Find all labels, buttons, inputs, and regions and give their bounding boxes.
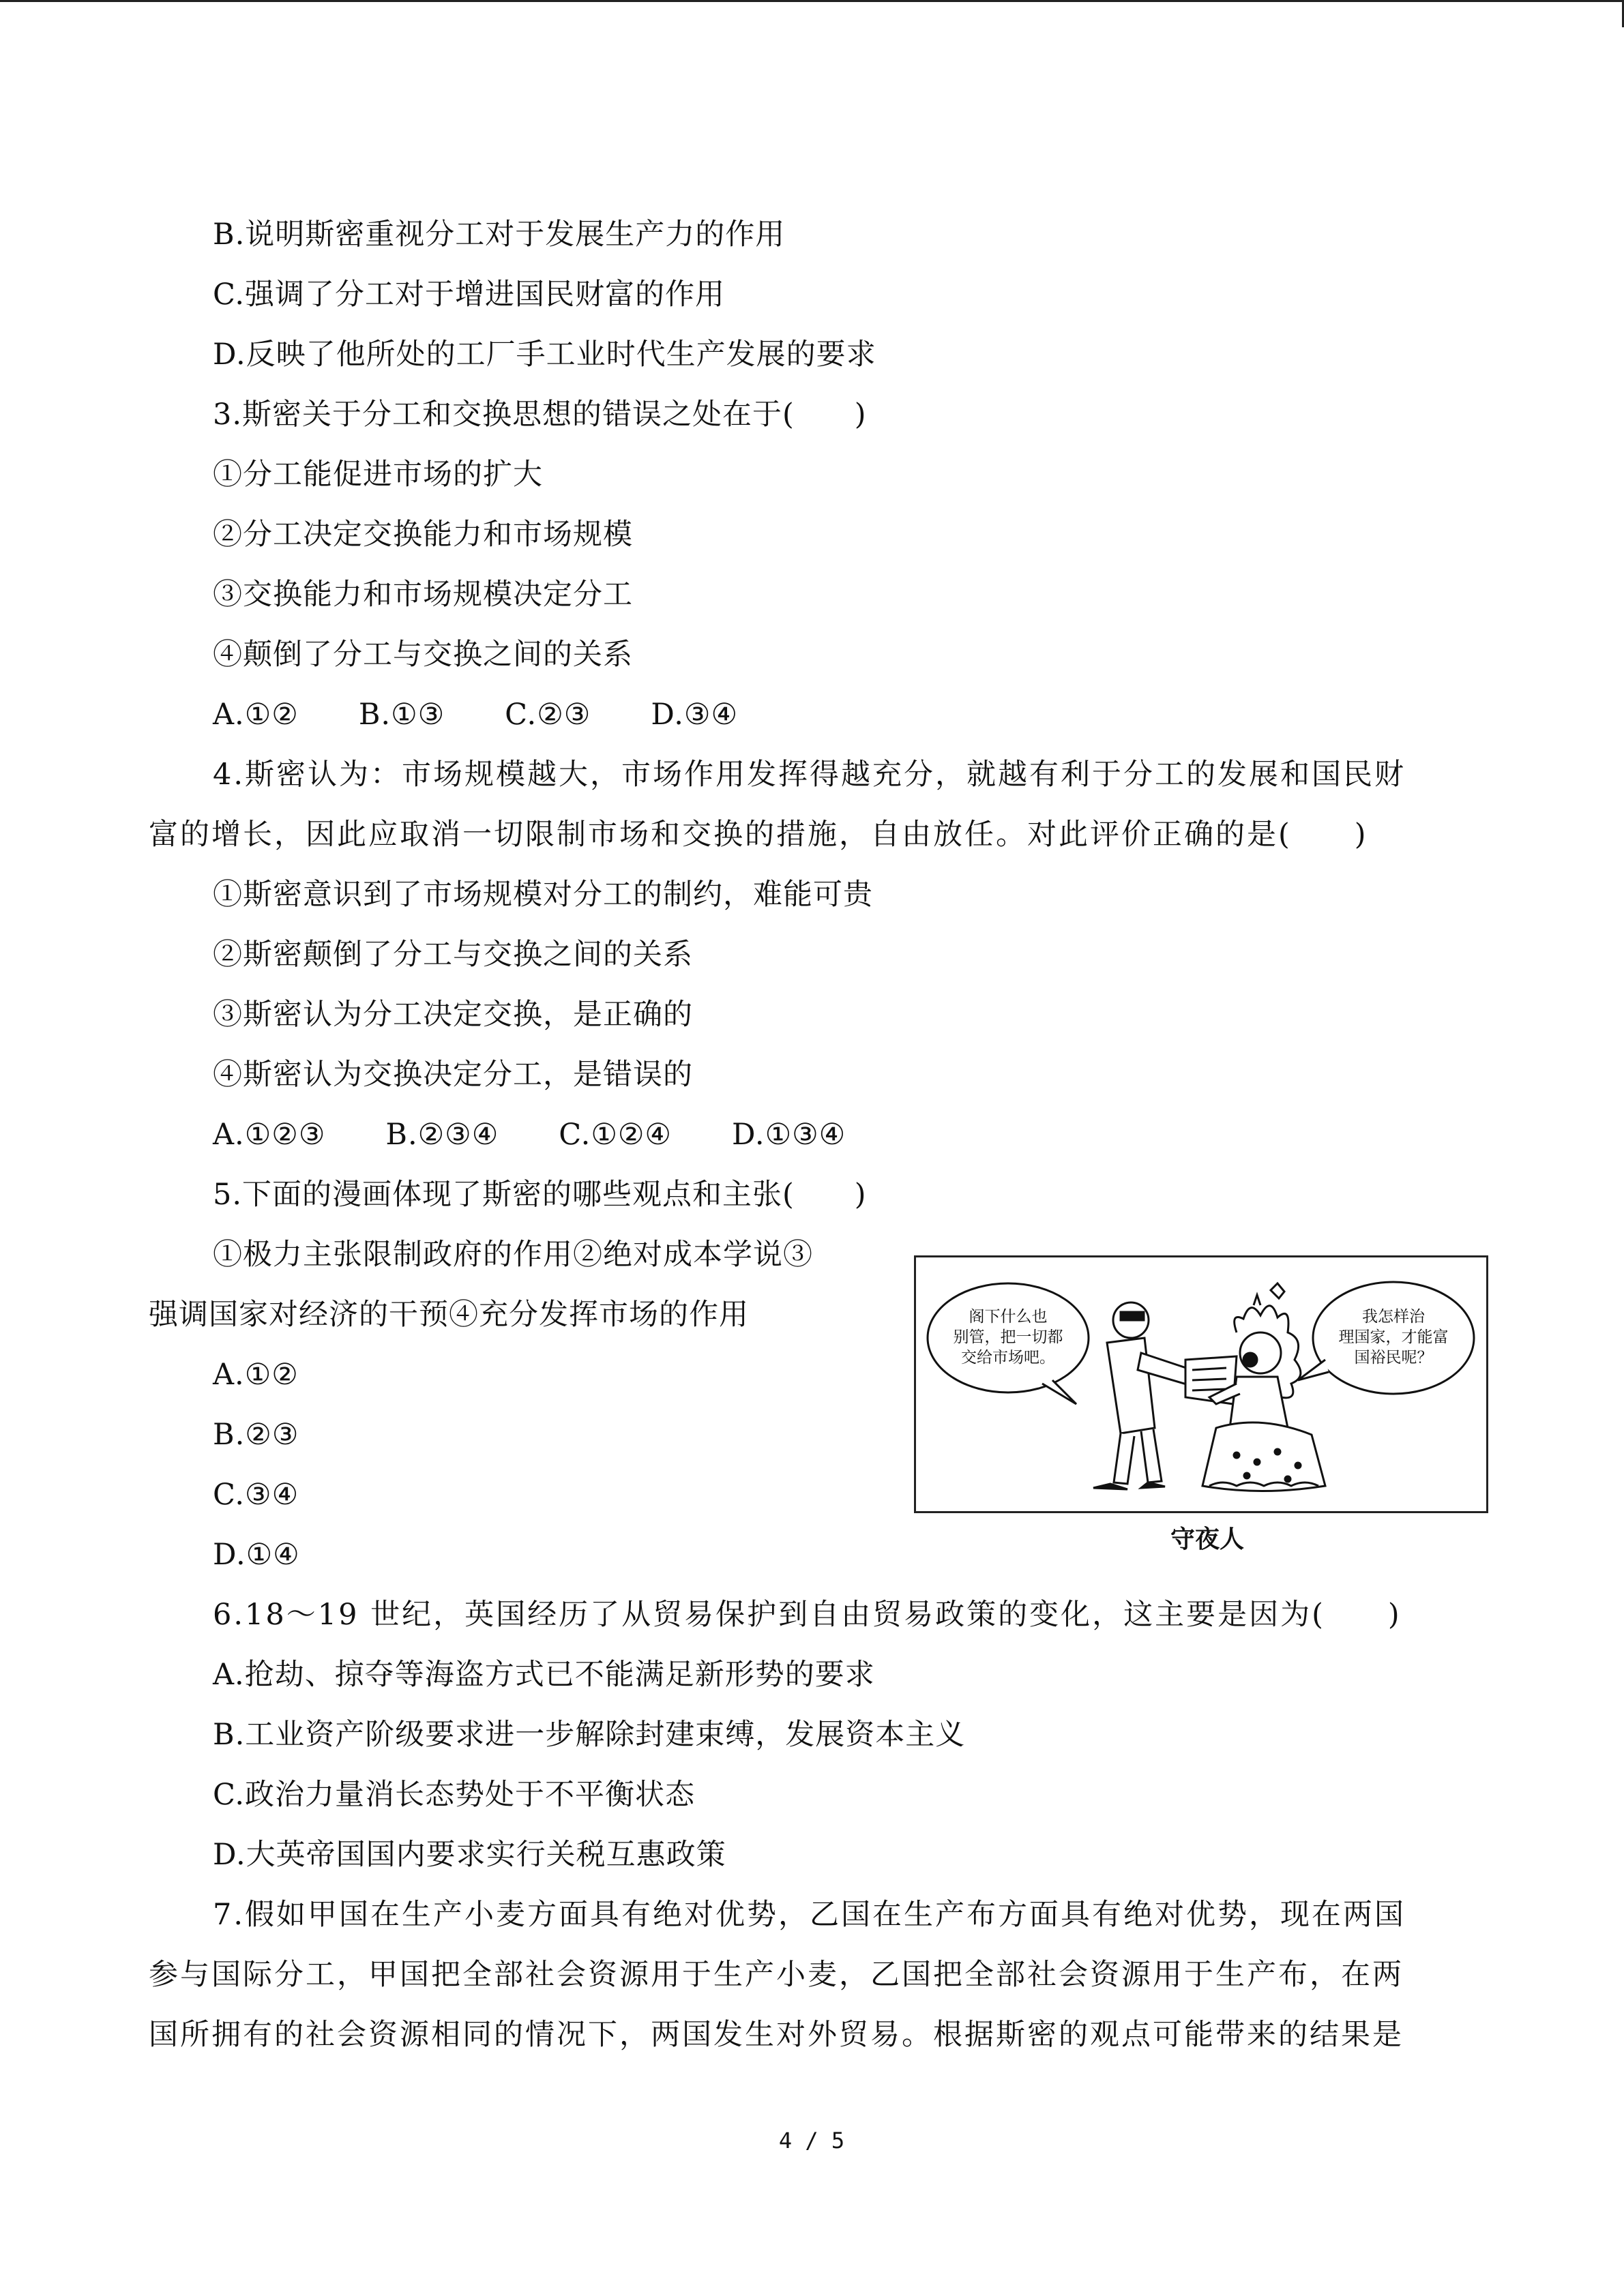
- bubble-line: 阁下什么也: [969, 1308, 1048, 1326]
- top-border-line: [0, 0, 1624, 2]
- left-bubble-text: [936, 1307, 1080, 1368]
- answer-option-b: B.②③: [213, 1418, 299, 1452]
- statement-line: ①斯密意识到了市场规模对分工的制约，难能可贵: [213, 878, 873, 912]
- question-3: 3.斯密关于分工和交换思想的错误之处在于( ): [213, 398, 867, 432]
- statement-line: ②分工决定交换能力和市场规模: [213, 518, 633, 552]
- question-4-continued: 富的增长，因此应取消一切限制市场和交换的措施，自由放任。对此评价正确的是( ): [149, 818, 1368, 852]
- statement-line: ③斯密认为分工决定交换，是正确的: [213, 998, 693, 1032]
- answer-options: A.①②③ B.②③④ C.①②④ D.①③④: [213, 1118, 846, 1152]
- statement-line: ④斯密认为交换决定分工，是错误的: [213, 1058, 693, 1092]
- answer-option-d: D.大英帝国国内要求实行关税互惠政策: [213, 1838, 726, 1872]
- answer-options: A.①② B.①③ C.②③ D.③④: [213, 698, 739, 732]
- option-line: D.反映了他所处的工厂手工业时代生产发展的要求: [213, 338, 876, 372]
- bubble-line: 我怎样治: [1362, 1308, 1425, 1326]
- question-7-continued: 国所拥有的社会资源相同的情况下，两国发生对外贸易。根据斯密的观点可能带来的结果是: [149, 2018, 1404, 2052]
- statement-line: ②斯密颠倒了分工与交换之间的关系: [213, 938, 693, 972]
- bubble-line: 理国家，才能富: [1338, 1328, 1449, 1346]
- bubble-line: 国裕民呢？: [1354, 1349, 1433, 1367]
- statement-line: 强调国家对经济的干预④充分发挥市场的作用: [149, 1298, 749, 1332]
- statement-line: ③交换能力和市场规模决定分工: [213, 578, 633, 612]
- answer-option-c: C.政治力量消长态势处于不平衡状态: [213, 1778, 696, 1812]
- question-6: 6.18～19 世纪，英国经历了从贸易保护到自由贸易政策的变化，这主要是因为( ): [213, 1598, 1402, 1632]
- answer-option-b: B.工业资产阶级要求进一步解除封建束缚，发展资本主义: [213, 1718, 966, 1752]
- bubble-line: 交给市场吧。: [961, 1349, 1055, 1367]
- option-line: B.说明斯密重视分工对于发展生产力的作用: [213, 218, 786, 252]
- answer-option-a: A.①②: [213, 1358, 299, 1392]
- question-5: 5.下面的漫画体现了斯密的哪些观点和主张( ): [213, 1178, 867, 1212]
- cartoon-illustration: [916, 1257, 1486, 1511]
- option-line: C.强调了分工对于增进国民财富的作用: [213, 278, 726, 312]
- right-bubble-text: [1320, 1307, 1467, 1368]
- night-watchman-cartoon: [914, 1255, 1488, 1513]
- page-number: 4 / 5: [778, 2128, 845, 2153]
- question-4: 4.斯密认为：市场规模越大，市场作用发挥得越充分，就越有利于分工的发展和国民财: [213, 758, 1406, 792]
- question-7: 7.假如甲国在生产小麦方面具有绝对优势，乙国在生产布方面具有绝对优势，现在两国: [213, 1898, 1406, 1932]
- answer-option-a: A.抢劫、掠夺等海盗方式已不能满足新形势的要求: [213, 1658, 875, 1692]
- bubble-line: 别管，把一切都: [953, 1328, 1063, 1346]
- answer-option-c: C.③④: [213, 1478, 299, 1512]
- statement-line: ①分工能促进市场的扩大: [213, 458, 543, 492]
- statement-line: ④颠倒了分工与交换之间的关系: [213, 638, 633, 672]
- statement-line: ①极力主张限制政府的作用②绝对成本学说③: [213, 1238, 813, 1272]
- cartoon-caption: 守夜人: [1170, 1525, 1244, 1553]
- question-7-continued: 参与国际分工，甲国把全部社会资源用于生产小麦，乙国把全部社会资源用于生产布，在两: [149, 1958, 1404, 1992]
- answer-option-d: D.①④: [213, 1538, 300, 1572]
